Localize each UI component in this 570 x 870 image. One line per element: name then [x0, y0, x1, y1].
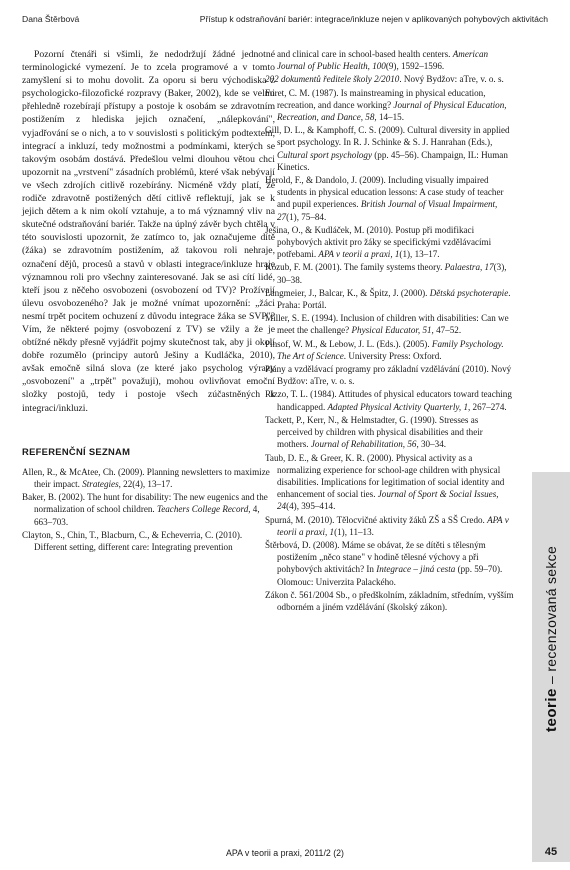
- reference-source: 202 dokumentů ředitele školy 2/2010: [265, 74, 400, 85]
- reference-text: Tackett, P., Kerr, N., & Helmstadter, G. (1990). Stresses as perceived by children with physical disabilities and their mothers.: [265, 414, 483, 450]
- reference-item: [22, 491, 275, 528]
- sidebar-separator: –: [543, 671, 559, 689]
- reference-text: Gill, D. L., & Kamphoff, C. S. (2009). Cultural diversity in applied sport psychology. In R. J. Schinke & S. J. Hanrahan (Eds.),: [265, 125, 510, 148]
- reference-details: , 47–52.: [431, 325, 462, 336]
- reference-item: [265, 539, 515, 588]
- reference-text: Taub, D. E., & Greer, K. R. (2000). Physical activity as a normalizing experience for school-age children with physical disabilities. Implications for legitimation of social identity and enhancement of social ties.: [265, 452, 505, 500]
- references-list-right: [265, 48, 515, 613]
- references-heading: REFERENČNÍ SEZNAM: [22, 445, 131, 457]
- section-sidebar-label: [533, 492, 569, 732]
- reference-details: . University Press: Oxford.: [343, 350, 442, 361]
- left-column: [22, 48, 275, 554]
- reference-details: . Nový Bydžov: aTre, v. o. s.: [399, 74, 504, 85]
- reference-details: (3), 30–38.: [277, 262, 507, 285]
- reference-text: Spurná, M. (2010). Tělocvičné aktivity žáků ZŠ a SŠ Credo.: [265, 514, 488, 525]
- reference-source: Journal of Sport & Social Issues, 24: [277, 489, 499, 512]
- reference-text: Pinsof, W. M., & Lebow, J. L. (Eds.). (2005).: [265, 338, 432, 349]
- reference-item: [265, 87, 515, 124]
- reference-text: Herold, F., & Dandolo, J. (2009). Including visually impaired students in physical education lessons: A case study of teacher and pupil experiences.: [265, 175, 504, 210]
- reference-text: Zákon č. 561/2004 Sb., o předškolním, základním, středním, vyšším odborném a jiném vzdělávání (školský zákon).: [265, 589, 514, 612]
- reference-text: Ješina, O., & Kudláček, M. (2010). Postup při modifikaci pohybových aktivit pro žáky se specifickými vzdělávacími potřebami.: [265, 224, 492, 260]
- reference-item: [265, 287, 515, 311]
- reference-details: , 4, 663–703.: [34, 504, 260, 527]
- reference-source: Adapted Physical Activity Quarterly, 1: [327, 401, 468, 412]
- reference-item: [265, 414, 515, 451]
- reference-source: Cultural sport psychology: [277, 149, 372, 160]
- reference-item: [265, 388, 515, 412]
- reference-item: [265, 261, 515, 285]
- references-list-left: [22, 466, 275, 553]
- body-text: [22, 48, 275, 415]
- reference-text: Kozub, F. M. (2001). The family systems theory.: [265, 262, 445, 273]
- reference-item: [265, 124, 515, 173]
- reference-source: Integrace – jiná cesta: [376, 564, 456, 575]
- reference-text: Štěrbová, D. (2008). Máme se obávat, že se dítěti s tělesným postižením „něco stane" v hodině tělesné výchovy a při pohybových aktivitách? In: [265, 539, 486, 575]
- sidebar-light: recenzovaná sekce: [543, 545, 559, 672]
- reference-item: [22, 466, 275, 490]
- reference-text: Langmeier, J., Balcar, K., & Špitz, J. (2000).: [265, 287, 430, 298]
- reference-details: (9), 1592–1596.: [385, 61, 445, 72]
- reference-details: , 22(4), 13–17.: [118, 478, 173, 489]
- reference-source: APA v teorii a praxi, 1: [318, 249, 400, 260]
- reference-item: [265, 514, 515, 538]
- sidebar-strong: teorie: [543, 688, 560, 732]
- reference-item: [265, 338, 515, 362]
- reference-details: (pp. 59–70). Olomouc: Univerzita Palackého.: [277, 564, 503, 587]
- reference-details: (1), 11–13.: [334, 526, 374, 537]
- reference-details: , 30–34.: [416, 439, 447, 450]
- reference-item: [265, 589, 515, 613]
- reference-details: (pp. 45–56). Champaign, IL: Human Kinetics.: [277, 149, 508, 172]
- reference-source: Physical Educator, 51: [351, 325, 432, 336]
- reference-text: Baker, B. (2002). The hunt for disability: The new eugenics and the normalization of school children.: [22, 492, 268, 515]
- reference-text: Miller, S. E. (1994). Inclusion of children with disabilities: Can we meet the challenge?: [265, 313, 509, 336]
- reference-item: [265, 73, 515, 85]
- right-column: [265, 48, 515, 614]
- reference-source: American Journal of Public Health, 100: [277, 49, 489, 72]
- reference-source: Journal of Physical Education, Recreation, and Dance, 58: [277, 99, 507, 123]
- reference-source: Family Psychology. The Art of Science: [277, 338, 504, 361]
- reference-text: Clayton, S., Chin, T., Blacburn, C., & Echeverria, C. (2010). Different setting, different care: Integrating prevention: [22, 529, 243, 552]
- reference-item: [265, 174, 515, 223]
- reference-details: (1), 13–17.: [399, 249, 440, 260]
- reference-source: Palaestra, 17: [444, 262, 494, 273]
- reference-details: , 267–274.: [468, 401, 507, 412]
- page-header: [22, 14, 548, 30]
- reference-details: , 14–15.: [374, 112, 404, 123]
- reference-source: Journal of Rehabilitation, 56: [310, 439, 417, 450]
- reference-item: [265, 224, 515, 261]
- reference-source: Strategies: [82, 478, 119, 489]
- reference-text: Rizzo, T. L. (1984). Attitudes of physical educators toward teaching handicapped.: [265, 389, 512, 412]
- reference-item: [265, 363, 515, 387]
- reference-item: [265, 312, 515, 336]
- header-author: Dana Štěrbová: [22, 14, 80, 24]
- page-footer: APA v teorii a praxi, 2011/2 (2): [225, 848, 344, 858]
- reference-item: [265, 452, 515, 513]
- reference-source: Dětská psychoterapie: [429, 287, 509, 298]
- reference-item: [265, 48, 515, 72]
- reference-text: Allen, R., & McAtee, Ch. (2009). Planning newsletters to maximize their impact.: [22, 466, 270, 489]
- reference-source: British Journal of Visual Impairment, 27: [277, 199, 498, 222]
- reference-text: and clinical care in school-based health centers.: [277, 49, 453, 59]
- reference-source: APA v teorii a praxi, 1: [277, 514, 509, 537]
- reference-item: [22, 529, 275, 553]
- reference-text: Foret, C. M. (1987). Is mainstreaming in physical education, recreation, and dance working?: [265, 87, 486, 110]
- reference-details: (1), 75–84.: [286, 211, 327, 222]
- body-paragraph: Pozorní čtenáři si všimli, že nedodržují žádné jednotné terminologické vymezení. Je to zcela programové a v tomto zamyšlení si to mohu dovolit. Za oporu si beru východiska z psychologicko-filozofické rozpravy (Baker, 2002), kde se velmi přehledně rozebírají přístupy a postoje k osobám se zdravotním postižením z hlediska jejich označení, „nálepkování", vyjadřování se o nich, a to v souvislosti s politickým podtextem, integrací a inkluzí, tedy možnostmi a podmínkami, kterých se takovým osobám dostává. Předešlou velmi dlouhou větou chci upozornit na „vrstvení" zásadních problémů, které však nebývají ve všech zdrojích citlivě rozebírány. Nicméně vždy platí, že rodiče zdravotně postižených dětí citlivě reflektují, jak se k jejich dětem a k nim okolí vztahuje, a to má významný vliv na skutečné odstraňování bariér. Takže na úplný závěr bych chtěla v této souvislosti upozornit, že zatímco to, jak označujeme dítě (žáka) se zdravotním postižením, až takovou roli nehraje, označení dějů, procesů a stavů v oblasti integrace/inkluze hraje významnou roli pro všechny zainteresované. Jak se asi cítí lidé, kteří jsou z něčeho osvobozeni (osvobození od TV)? Prožívají úlevu osvobozeného? Jak je možné vnímat upozornění: „žáci nesmí trpět pocitem ochuzení z důvodu integrace žáka se SVP"? Vím, že některé pojmy (osvobození z TV) se vžily a že je obtížné někdy přesně vyjádřit pojmy skutečnost tak, aby ji okolí dobře rozumělo (principy autorů Ješiny a Kudláčka, 2010), avšak emočně silná slova (ze které jako psycholog výrazy „osvobození" a „trpět" považuji), mohou ovlivňovat emoční složky postojů, tedy i postoje všech zúčastněných k integraci/inkluzi.: [22, 49, 275, 414]
- reference-details: (4), 395–414.: [286, 501, 336, 512]
- reference-text: Plány a vzdělávací programy pro základní vzdělávání (2010). Nový Bydžov: aTre, v. o. s.: [265, 364, 512, 387]
- header-running-title: Přístup k odstraňování bariér: integrace/inkluze nejen v aplikovaných pohybových aktivitách: [199, 14, 548, 24]
- reference-details: . Praha: Portál.: [277, 287, 511, 311]
- page-number: 45: [544, 846, 558, 858]
- reference-source: Teachers College Record: [156, 504, 249, 515]
